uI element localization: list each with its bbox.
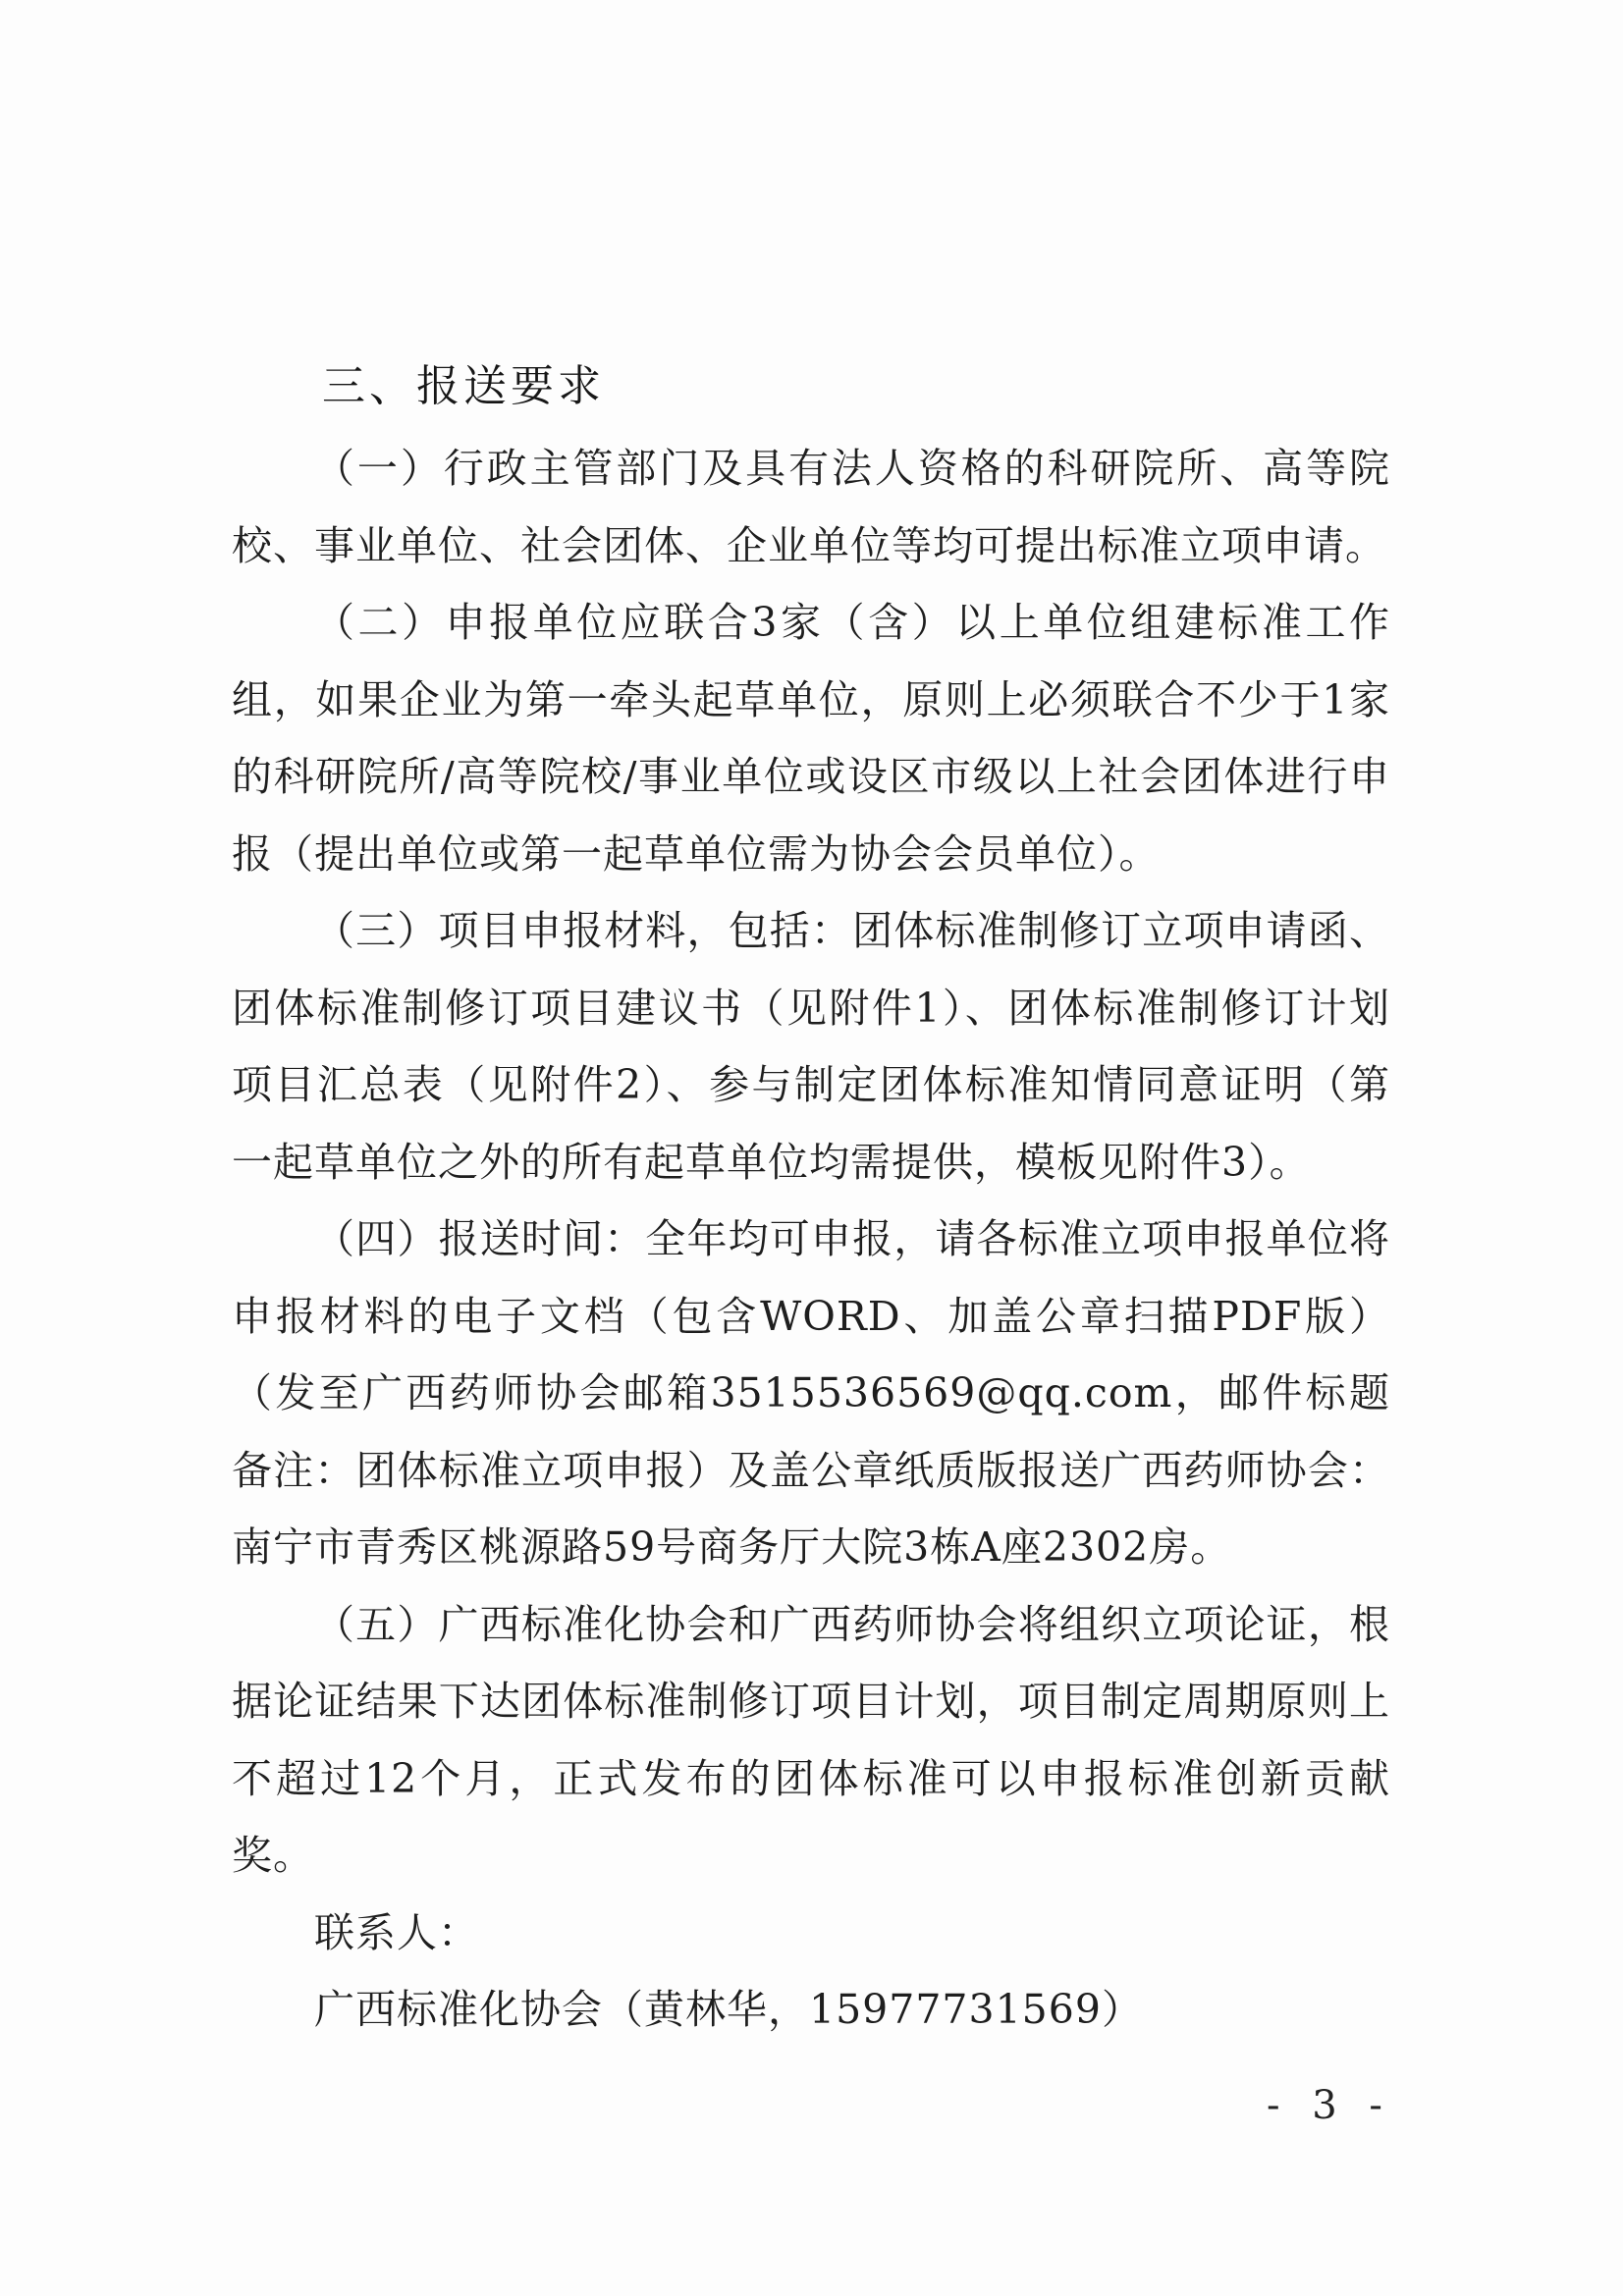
paragraph-item-4: （四）报送时间：全年均可申报，请各标准立项申报单位将申报材料的电子文档（包含WORD、加盖公章扫描PDF版）（发至广西药师协会邮箱3515536569@qq.com，邮件标题备注：团体标准立项申报）及盖公章纸质版报送广西药师协会：南宁市青秀区桃源路59号商务厅大院3栋A座2302房。: [232, 1215, 1390, 1571]
paragraph-item-2: （二）申报单位应联合3家（含）以上单位组建标准工作组，如果企业为第一牵头起草单位，原则上必须联合不少于1家的科研院所/高等院校/事业单位或设区市级以上社会团体进行申报（提出单位或第一起草单位需为协会会员单位）。: [232, 599, 1390, 878]
paragraph-item-3: （三）项目申报材料，包括：团体标准制修订立项申请函、团体标准制修订项目建议书（见附件1）、团体标准制修订计划项目汇总表（见附件2）、参与制定团体标准知情同意证明（第一起草单位之外的所有起草单位均需提供，模板见附件3）。: [232, 907, 1390, 1186]
document-body: [232, 344, 1390, 2049]
paragraph-item-5: （五）广西标准化协会和广西药师协会将组织立项论证，根据论证结果下达团体标准制修订项目计划，项目制定周期原则上不超过12个月，正式发布的团体标准可以申报标准创新贡献奖。: [232, 1600, 1390, 1879]
contact-line: 广西标准化协会（黄林华，15977731569）: [314, 1986, 1143, 2033]
page-number: - 3 -: [1267, 2083, 1392, 2128]
section-heading: 三、报送要求: [322, 361, 605, 411]
contact-label: 联系人：: [314, 1908, 479, 1956]
paragraph-item-1: （一）行政主管部门及具有法人资格的科研院所、高等院校、事业单位、社会团体、企业单位等均可提出标准立项申请。: [232, 445, 1390, 569]
